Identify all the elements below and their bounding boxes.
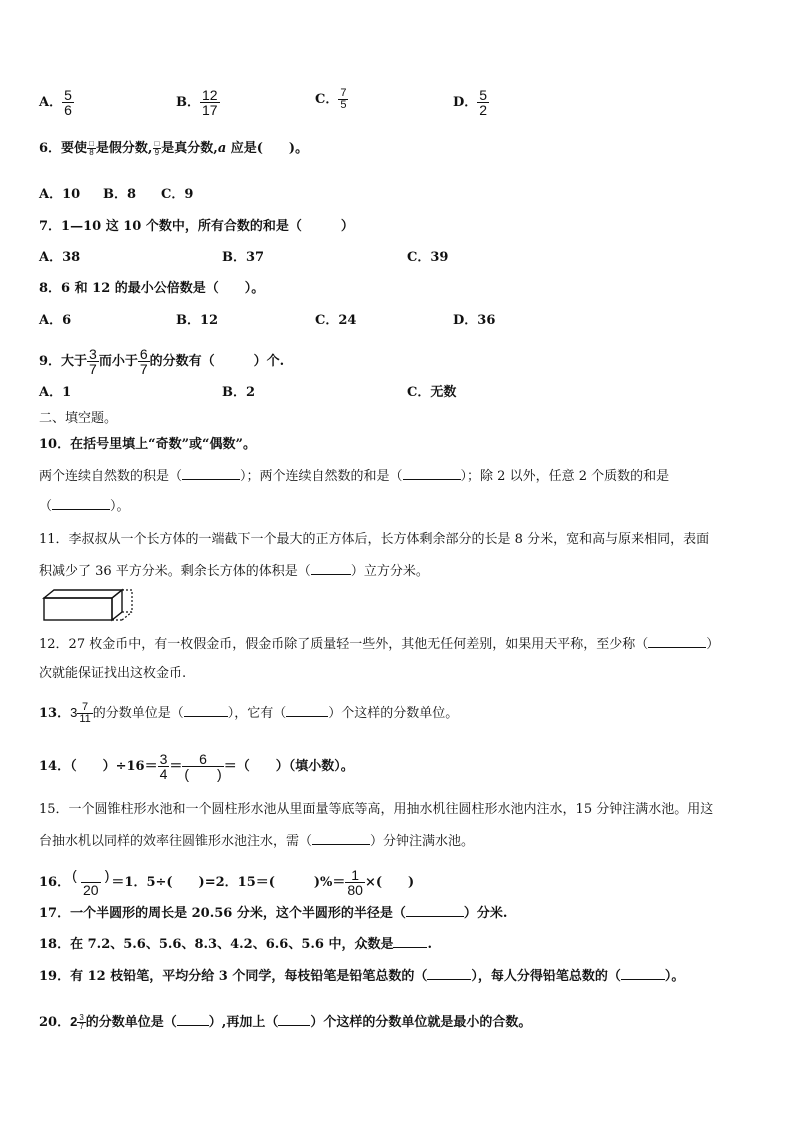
fraction: $\frac{5}{2}$: [479, 87, 488, 118]
q8-option-b: B．12: [176, 313, 219, 328]
q15-line1: 15．一个圆锥柱形水池和一个圆柱形水池从里面量等底等高，用抽水机往圆柱形水池内注水，15 分钟注满水池。用这: [39, 802, 714, 817]
fraction: $\frac{□}{9}$: [154, 139, 160, 157]
q9-option-b: B．2: [222, 385, 256, 400]
q5-option-a: A． $\frac{5}{6}$: [39, 87, 72, 118]
q7-option-b: B．37: [222, 250, 265, 265]
q8-option-a: A．6: [39, 313, 72, 328]
q11-line2: 积减少了 36 平方分米。剩余长方体的体积是（ ）立方分米。: [39, 564, 429, 579]
q13-text: 13．3 $\frac{7}{11}$ 的分数单位是（ ），它有（ ）个这样的分数单位。: [39, 701, 459, 725]
q6-option-a: A．10: [39, 187, 81, 202]
answer-blank: [177, 1013, 209, 1026]
q5-option-b: B． $\frac{12}{17}$: [176, 87, 218, 118]
answer-blank: [406, 904, 464, 917]
q11-line1: 11．李叔叔从一个长方体的一端截下一个最大的正方体后，长方体剩余部分的长是 8 分米，宽和高与原来相同，表面: [39, 532, 710, 547]
answer-blank: [427, 967, 471, 980]
q6-option-c: C．9: [161, 187, 194, 202]
answer-blank: [278, 1013, 310, 1026]
fraction: $\frac{6}{( )}$: [184, 751, 222, 782]
q9-option-a: A．1: [39, 385, 72, 400]
q12-line2: 次就能保证找出这枚金币.: [39, 666, 187, 681]
q7-option-c: C．39: [407, 250, 449, 265]
q5-option-d: D． $\frac{5}{2}$: [453, 87, 488, 118]
section-heading: 二、填空题。: [39, 411, 118, 426]
fraction: $\frac{3}{4}$: [159, 751, 168, 782]
q8-text: 8．6 和 12 的最小公倍数是（ ）。: [39, 281, 265, 296]
answer-blank: [648, 635, 706, 648]
fraction: $\frac{12}{17}$: [202, 87, 218, 118]
q10-line1: 两个连续自然数的积是（ ）；两个连续自然数的和是（ ）；除 2 以外，任意 2 个质数的和是: [39, 469, 670, 484]
q18-text: 18．在 7.2、5.6、5.6、8.3、4.2、6.6、5.6 中，众数是 .: [39, 937, 432, 952]
q6-text: 6．要使 $\frac{□}{8}$ 是假分数, $\frac{□}{9}$ 是真分数,a 应是( )。: [39, 139, 309, 157]
q7-text: 7．1—10 这 10 个数中，所有合数的和是（ ）: [39, 219, 354, 234]
q20-text: 20．2 $\frac{3}{7}$ 的分数单位是（ ）,再加上（ ）个这样的分数单位就是最小的合数。: [39, 1013, 532, 1031]
q8-option-c: C．24: [315, 313, 357, 328]
q10-line2: （ ）。: [39, 499, 130, 514]
q8-option-d: D．36: [453, 313, 496, 328]
q10-title: 10．在括号里填上“奇数”或“偶数”。: [39, 437, 257, 452]
q6-option-b: B．8: [103, 187, 137, 202]
q9-text: 9．大于 $\frac{3}{7}$ 而小于 $\frac{6}{7}$ 的分数有（ ）个.: [39, 346, 285, 377]
fraction: $\frac{( )}{20}$: [72, 867, 110, 898]
answer-blank: [184, 704, 228, 717]
fraction: $\frac{5}{6}$: [64, 87, 72, 118]
q12-line1: 12．27 枚金币中，有一枚假金币，假金币除了质量轻一些外，其他无任何差别，如果用天平称，至少称（ ）: [39, 637, 720, 652]
answer-blank: [311, 562, 351, 575]
q17-text: 17．一个半圆形的周长是 20.56 分米，这个半圆形的半径是（ ）分米.: [39, 906, 508, 921]
fraction: $\frac{6}{7}$: [139, 346, 148, 377]
cuboid-diagram: [38, 586, 142, 624]
answer-blank: [403, 467, 461, 480]
q7-option-a: A．38: [39, 250, 81, 265]
fraction: $\frac{3}{7}$: [89, 346, 97, 377]
q19-text: 19．有 12 枝铅笔，平均分给 3 个同学，每枝铅笔是铅笔总数的（ ），每人分得铅笔总数的（ ）。: [39, 969, 685, 984]
answer-blank: [393, 935, 427, 948]
q16-text: 16． $\frac{( )}{20}$ ＝1．5÷( )=2．15＝( )%＝ $\frac{1}{80}$ ×( ): [39, 867, 415, 898]
fraction: $\frac{3}{7}$: [79, 1013, 84, 1031]
q15-line2: 台抽水机以同样的效率往圆锥形水池注水，需（ ）分钟注满水池。: [39, 834, 475, 849]
fraction: $\frac{□}{8}$: [89, 139, 94, 157]
answer-blank: [52, 497, 110, 510]
q14-text: 14．（ ）÷16＝ $\frac{3}{4}$ ＝ $\frac{6}{( )}$ ＝（ ）（填小数）。: [39, 751, 354, 782]
q5-option-c: C． $\frac{7}{5}$: [315, 87, 347, 111]
q9-option-c: C．无数: [407, 385, 457, 400]
answer-blank: [312, 832, 370, 845]
fraction: $\frac{7}{5}$: [340, 87, 347, 111]
answer-blank: [621, 967, 665, 980]
fraction: $\frac{1}{80}$: [347, 867, 363, 898]
answer-blank: [286, 704, 328, 717]
answer-blank: [182, 467, 240, 480]
fraction: $\frac{7}{11}$: [79, 701, 91, 725]
